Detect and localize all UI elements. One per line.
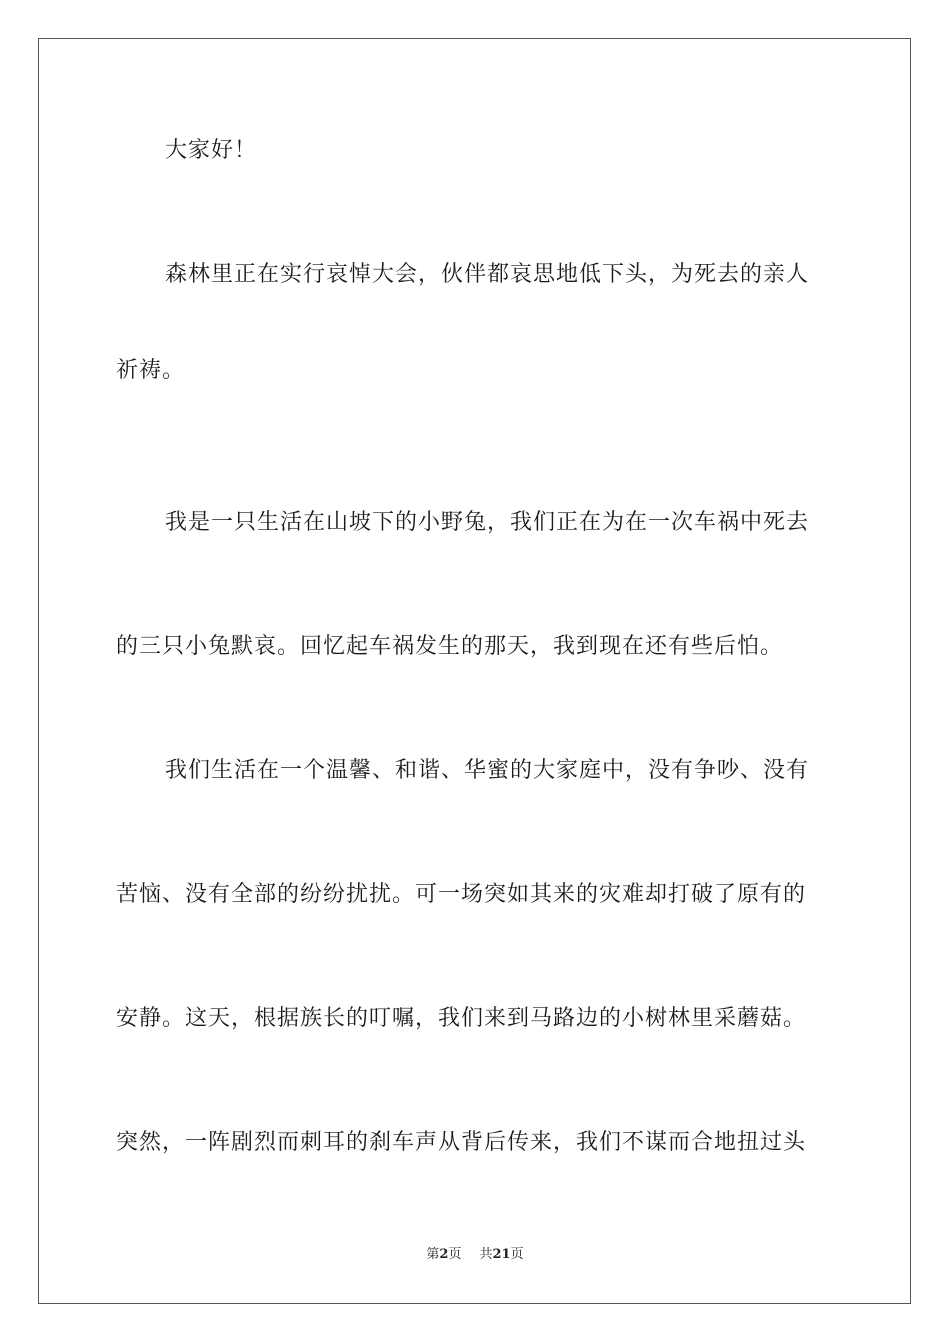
paragraph-3-line-4: 突然，一阵剧烈而刺耳的刹车声从背后传来，我们不谋而合地扭过头 (116, 1130, 807, 1155)
paragraph-3-line-2: 苦恼、没有全部的纷纷扰扰。可一场突如其来的灾难却打破了原有的 (116, 882, 807, 907)
paragraph-2-line-1: 我是一只生活在山坡下的小野兔，我们正在为在一次车祸中死去 (165, 510, 810, 535)
total-pages: 21 (492, 1247, 511, 1262)
paragraph-1-line-1: 森林里正在实行哀悼大会，伙伴都哀思地低下头，为死去的亲人 (165, 262, 810, 287)
total-prefix: 共 (479, 1247, 493, 1262)
paragraph-2-line-2: 的三只小兔默哀。回忆起车祸发生的那天，我到现在还有些后怕。 (116, 634, 784, 659)
paragraph-1-line-2: 祈祷。 (116, 358, 186, 383)
page-prefix: 第 (426, 1247, 440, 1262)
page-number: 2 (439, 1247, 449, 1262)
page-footer (0, 1246, 950, 1264)
page-border (38, 38, 911, 1304)
page-suffix: 页 (448, 1247, 462, 1262)
greeting-line: 大家好！ (165, 138, 258, 163)
paragraph-3-line-3: 安静。这天，根据族长的叮嘱，我们来到马路边的小树林里采蘑菇。 (116, 1006, 807, 1031)
paragraph-3-line-1: 我们生活在一个温馨、和谐、华蜜的大家庭中，没有争吵、没有 (165, 758, 810, 783)
total-suffix: 页 (510, 1247, 524, 1262)
